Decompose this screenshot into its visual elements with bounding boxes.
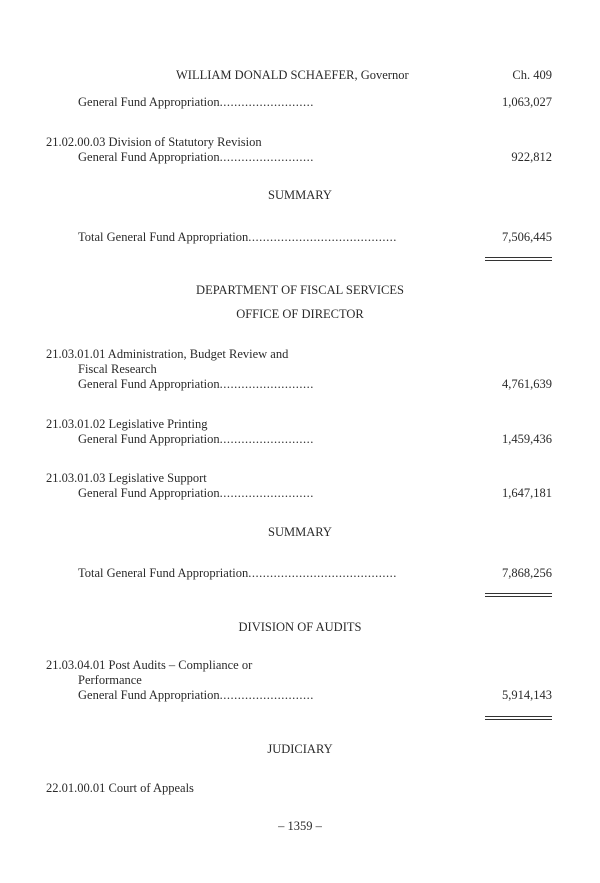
appropriation-line xyxy=(78,688,314,703)
amount: 922,812 xyxy=(511,150,552,164)
office-heading: OFFICE OF DIRECTOR xyxy=(236,307,364,321)
leader-dots: .......................... xyxy=(219,486,314,500)
amount: 1,063,027 xyxy=(502,95,552,109)
amount: 1,647,181 xyxy=(502,486,552,500)
total-amount: 7,506,445 xyxy=(502,230,552,244)
program-title: 21.03.04.01 Post Audits – Compliance or xyxy=(46,658,253,672)
line-label: General Fund Appropriation xyxy=(78,432,220,446)
amount: 1,459,436 xyxy=(502,432,552,446)
total-line xyxy=(78,566,397,581)
leader-dots: .......................... xyxy=(219,688,314,702)
leader-dots: .......................... xyxy=(219,377,314,391)
leader-dots: .......................... xyxy=(219,95,314,109)
leader-dots: ......................................... xyxy=(248,230,397,244)
program-title: 21.03.01.03 Legislative Support xyxy=(46,471,207,485)
program-title: 21.02.00.03 Division of Statutory Revision xyxy=(46,135,262,149)
amount: 5,914,143 xyxy=(502,688,552,702)
program-title-continuation: Fiscal Research xyxy=(78,362,157,376)
line-label: Total General Fund Appropriation xyxy=(78,566,249,580)
amount: 4,761,639 xyxy=(502,377,552,391)
line-label: General Fund Appropriation xyxy=(78,377,220,391)
program-title: 22.01.00.01 Court of Appeals xyxy=(46,781,194,795)
section-heading-summary: SUMMARY xyxy=(268,525,332,539)
leader-dots: .......................... xyxy=(219,150,314,164)
page-number: – 1359 – xyxy=(278,819,322,833)
appropriation-line xyxy=(78,150,314,165)
total-amount: 7,868,256 xyxy=(502,566,552,580)
appropriation-line xyxy=(78,432,314,447)
appropriation-line xyxy=(78,486,314,501)
leader-dots: .......................... xyxy=(219,432,314,446)
double-rule-top xyxy=(485,257,552,258)
line-label: General Fund Appropriation xyxy=(78,150,220,164)
leader-dots: ......................................... xyxy=(248,566,397,580)
appropriation-line xyxy=(78,377,314,392)
double-rule-bottom xyxy=(485,596,552,597)
appropriation-line xyxy=(78,95,314,110)
division-heading: DIVISION OF AUDITS xyxy=(238,620,362,634)
department-heading: DEPARTMENT OF FISCAL SERVICES xyxy=(196,283,404,297)
line-label: General Fund Appropriation xyxy=(78,688,220,702)
line-label: General Fund Appropriation xyxy=(78,486,220,500)
double-rule-top xyxy=(485,593,552,594)
total-line xyxy=(78,230,397,245)
double-rule-bottom xyxy=(485,260,552,261)
line-label: Total General Fund Appropriation xyxy=(78,230,249,244)
section-heading-summary: SUMMARY xyxy=(268,188,332,202)
judiciary-heading: JUDICIARY xyxy=(267,742,333,756)
chapter-number: Ch. 409 xyxy=(512,68,552,82)
program-title: 21.03.01.02 Legislative Printing xyxy=(46,417,208,431)
running-header-title: WILLIAM DONALD SCHAEFER, Governor xyxy=(176,68,409,82)
program-title-continuation: Performance xyxy=(78,673,142,687)
program-title: 21.03.01.01 Administration, Budget Review and xyxy=(46,347,289,361)
line-label: General Fund Appropriation xyxy=(78,95,220,109)
double-rule-bottom xyxy=(485,719,552,720)
double-rule-top xyxy=(485,716,552,717)
